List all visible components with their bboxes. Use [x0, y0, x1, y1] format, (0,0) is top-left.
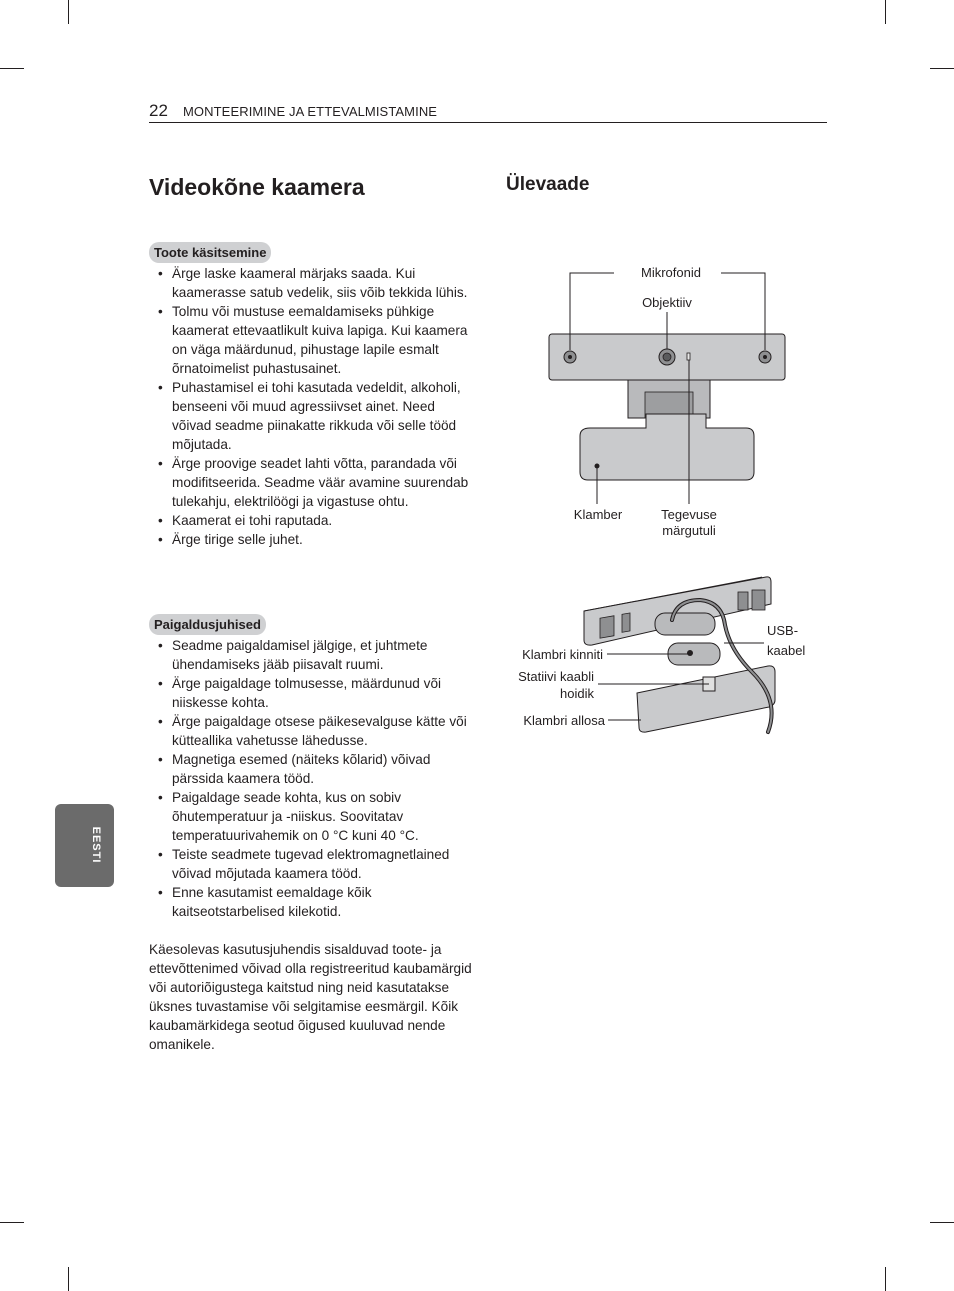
- vent-left-2: [622, 613, 630, 632]
- label-tripod-holder-line1: Statiivi kaabli: [518, 669, 594, 684]
- language-tab: [55, 804, 114, 887]
- list-item: • Puhastamisel ei tohi kasutada vedeldit, alkoholi, benseeni või muud agressiivset ainet. Need võivad seadme piinakatte rikkuda või selle tööd mõjutada.: [157, 378, 475, 454]
- list-item: • Seadme paigaldamisel jälgige, et juhtmete ühendamiseks jääb piisavalt ruumi.: [157, 636, 475, 674]
- subsection-label-installation: Paigaldusjuhised: [149, 614, 266, 635]
- activity-led-icon: [687, 353, 690, 360]
- clamp-plate: [580, 414, 754, 480]
- subsection-label-handling: Toote käsitsemine: [149, 242, 271, 263]
- label-usb-cable-line2: kaabel: [767, 643, 806, 658]
- page-number: 22: [149, 101, 168, 120]
- list-item: • Kaamerat ei tohi raputada.: [157, 511, 475, 530]
- camera-back-diagram: [518, 577, 805, 732]
- vent-right-2: [752, 590, 765, 610]
- list-item: • Ärge proovige seadet lahti võtta, parandada või modifitseerida. Seadme väär avamine suurendab tulekahju, elektrilöögi ja vigastuse ohtu.: [157, 454, 475, 511]
- lens-center: [663, 353, 671, 361]
- label-activity-led-line1: Tegevuse: [661, 507, 717, 522]
- list-item: • Paigaldage seade kohta, kus on sobiv õhutemperatuur ja -niiskus. Soovitatav temperatuurivahemik on 0 °C kuni 40 °C.: [157, 788, 475, 845]
- list-item: • Teiste seadmete tugevad elektromagnetlained võivad mõjutada kaamera tööd.: [157, 845, 475, 883]
- list-item: • Enne kasutamist eemaldage kõik kaitseotstarbelised kilekotid.: [157, 883, 475, 921]
- vent-right: [738, 592, 748, 610]
- list-item: • Ärge paigaldage otsese päikesevalguse kätte või kütteallika vahetusse lähedusse.: [157, 712, 475, 750]
- label-microphones: Mikrofonid: [641, 265, 701, 280]
- trademark-disclaimer: Käesolevas kasutusjuhendis sisalduvad toote- ja ettevõttenimed võivad olla registreeritud kaubamärgid või autoriõigustega kaitstud ning neid kasutatakse üksnes tuvastamise või selgitamise eesmärgil. Kõik kaubamärkidega seotud õigused kuuluvad nende omanikele.: [149, 942, 472, 1052]
- running-header-title: MONTEERIMINE JA ETTEVALMISTAMINE: [183, 104, 438, 119]
- label-clamp-hinge: Klambri kinniti: [522, 647, 603, 662]
- hinge-marker-dot: [687, 650, 693, 656]
- page-title: Videokõne kaamera: [149, 174, 365, 200]
- list-item: • Ärge tirige selle juhet.: [157, 530, 475, 549]
- camera-front-diagram: [549, 265, 785, 538]
- clamp-hinge-upper: [655, 613, 715, 635]
- vent-left: [600, 616, 614, 638]
- label-activity-led-line2: märgutuli: [662, 523, 716, 538]
- microphone-right-center: [763, 355, 767, 359]
- label-clamp: Klamber: [573, 507, 623, 522]
- label-tripod-holder-line2: hoidik: [560, 686, 594, 701]
- label-clamp-bottom: Klambri allosa: [523, 713, 605, 728]
- list-item: • Tolmu või mustuse eemaldamiseks pühkige kaamerat ettevaatlikult kuiva lapiga. Kui kaamera on väga määrdunud, pihustage lapile esmalt õrnatoimelist puhastusainet.: [157, 302, 475, 378]
- list-item: • Ärge laske kaameral märjaks saada. Kui kaamerasse satub vedelik, siis võib tekkida lühis.: [157, 264, 475, 302]
- language-tab-label: EESTI: [90, 826, 102, 864]
- list-item: • Ärge paigaldage tolmusesse, määrdunud või niiskesse kohta.: [157, 674, 475, 712]
- overview-heading: Ülevaade: [506, 174, 590, 195]
- microphone-left-center: [568, 355, 572, 359]
- label-usb-cable-line1: USB-: [767, 623, 799, 638]
- list-item: • Magnetiga esemed (näiteks kõlarid) võivad pärssida kaamera tööd.: [157, 750, 475, 788]
- label-lens: Objektiiv: [642, 295, 692, 310]
